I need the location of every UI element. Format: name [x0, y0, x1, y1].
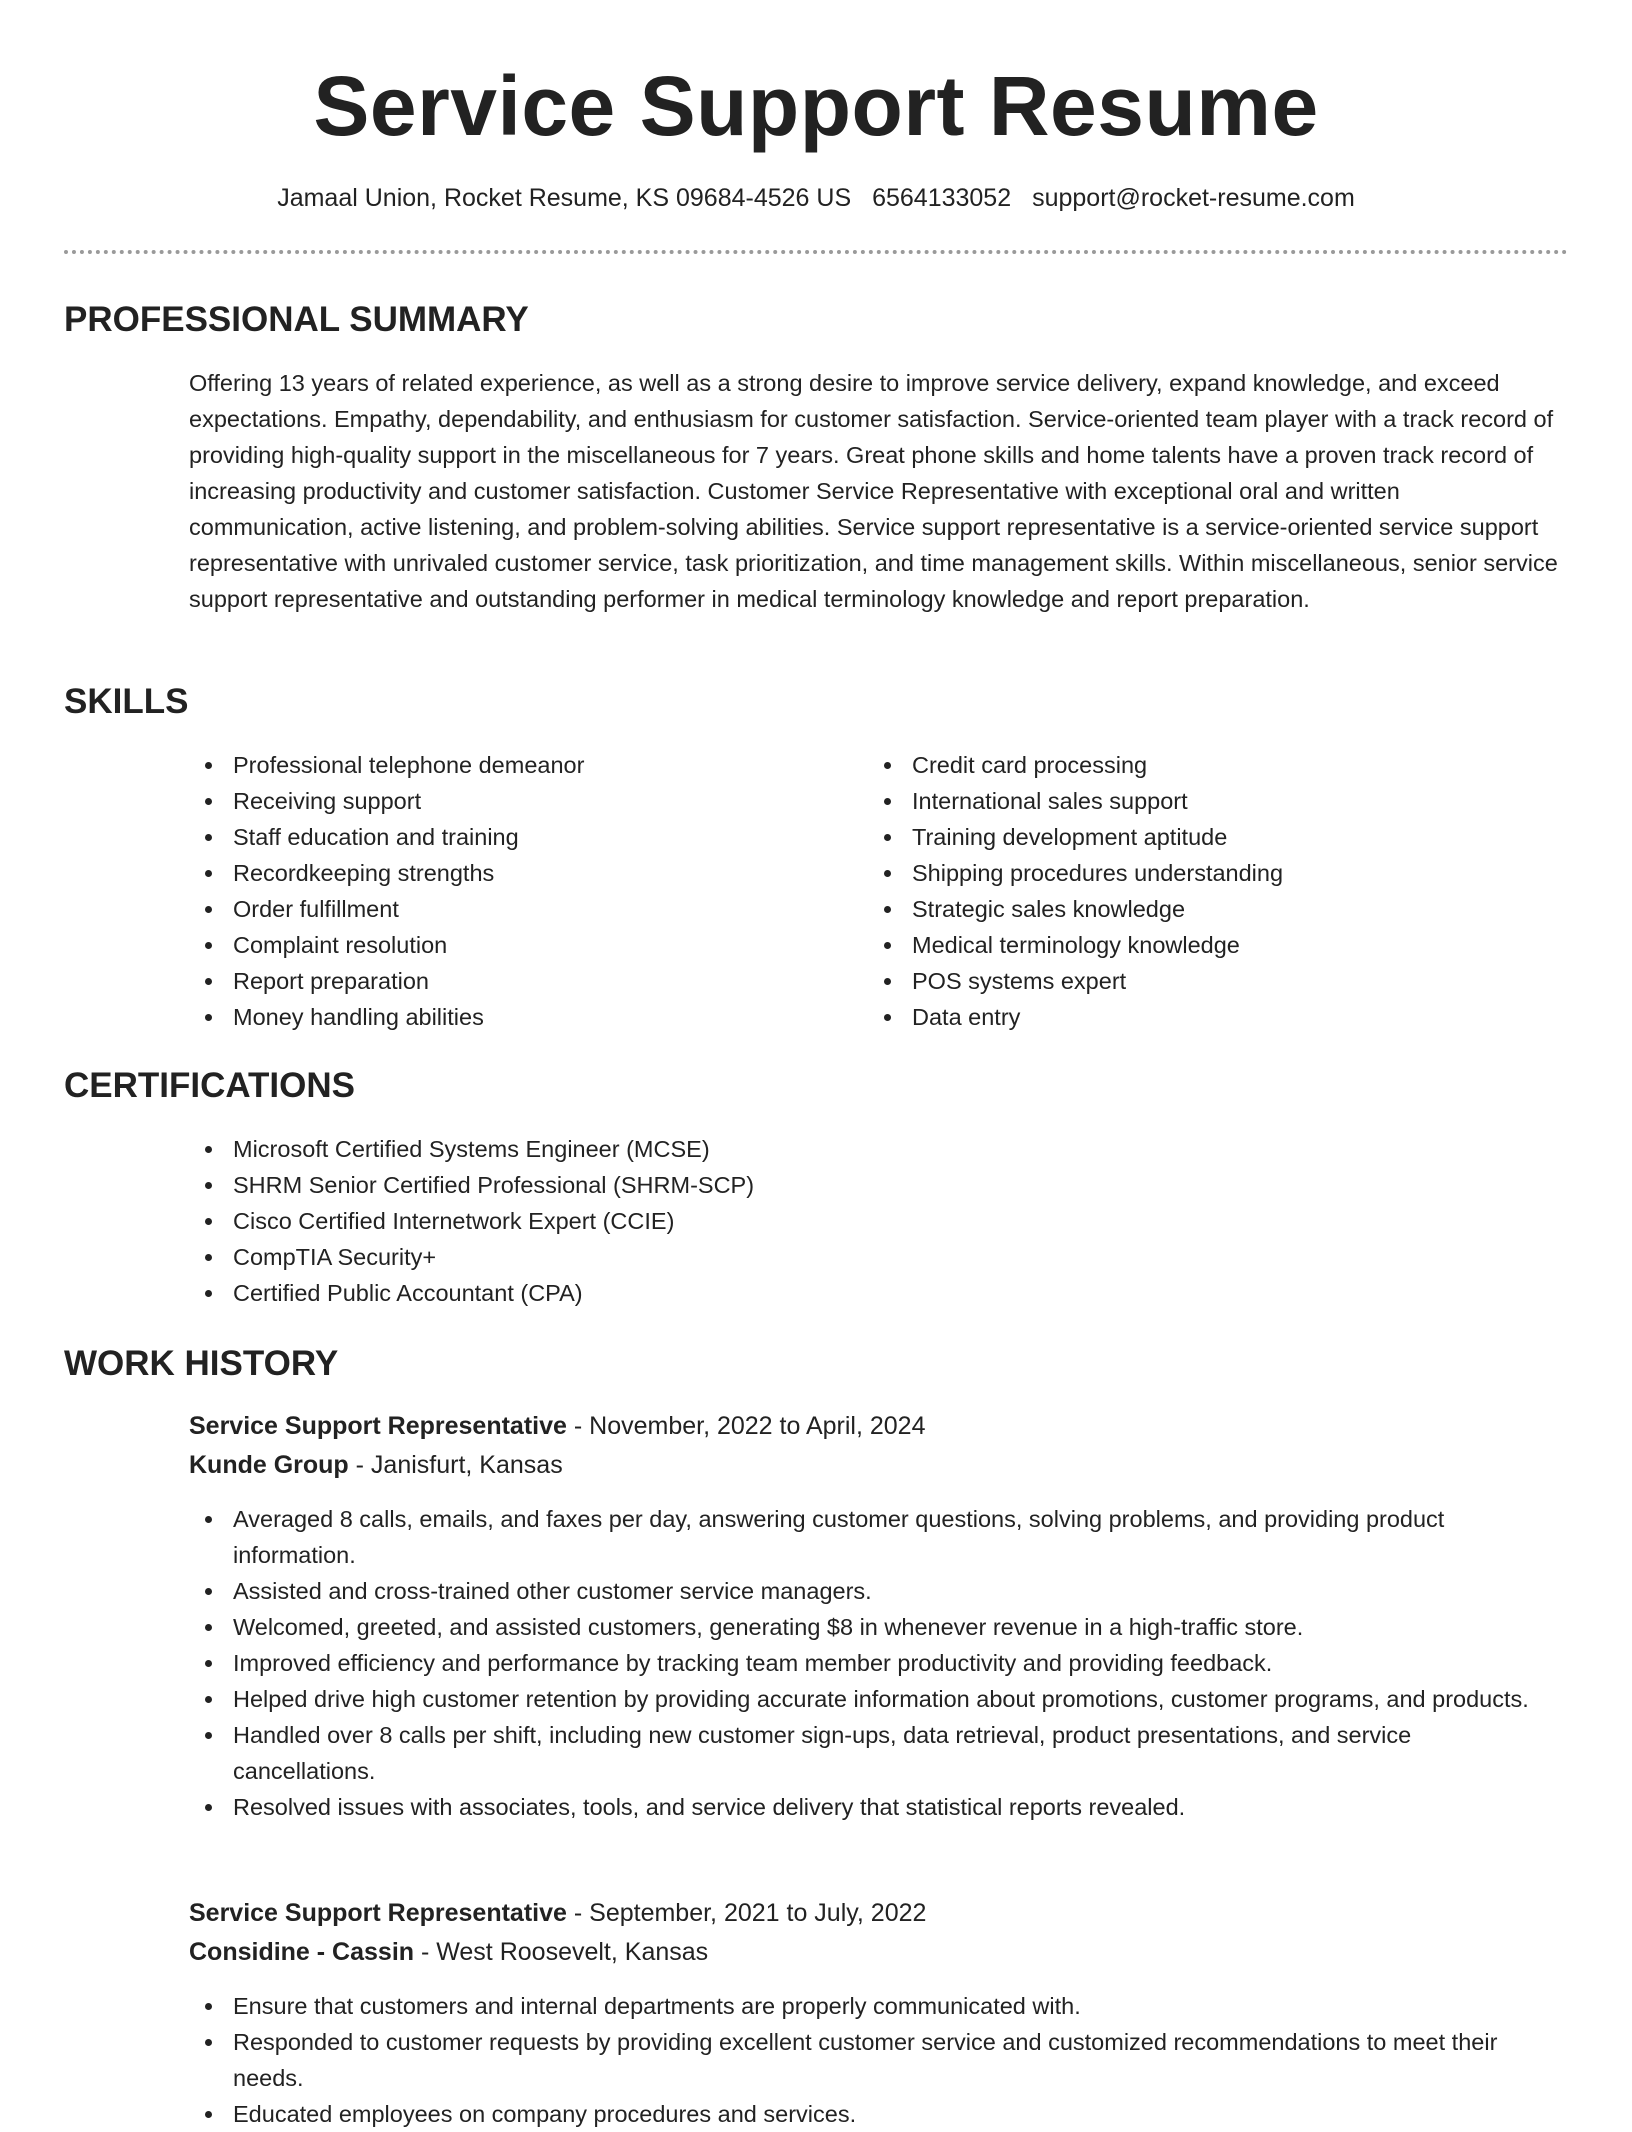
skill-item: POS systems expert [868, 963, 1558, 999]
skill-item: Shipping procedures understanding [868, 855, 1558, 891]
job-bullet: Welcomed, greeted, and assisted customers, generating $8 in whenever revenue in a high-traffic store. [189, 1609, 1559, 1645]
job-title: Service Support Representative [189, 1899, 567, 1927]
skill-item: Credit card processing [868, 747, 1558, 783]
skill-item: Report preparation [189, 963, 829, 999]
resume-title: Service Support Resume [313, 59, 1319, 153]
contact-line [0, 180, 1632, 216]
skill-item: Data entry [868, 999, 1558, 1035]
section-title-work-history: WORK HISTORY [64, 1344, 339, 1383]
section-title-skills: SKILLS [64, 682, 189, 721]
skill-item: Money handling abilities [189, 999, 829, 1035]
contact-phone: 6564133052 [872, 184, 1012, 212]
job-bullet: Educated employees on company procedures and services. [189, 2096, 1559, 2132]
contact-email[interactable]: support@rocket-resume.com [1032, 184, 1355, 212]
skill-item: Receiving support [189, 783, 829, 819]
job-title: Service Support Representative [189, 1412, 567, 1440]
section-title-summary: PROFESSIONAL SUMMARY [64, 300, 529, 339]
certification-item: Cisco Certified Internetwork Expert (CCIE) [189, 1203, 1559, 1239]
job-bullet: Assisted and cross-trained other customer service managers. [189, 1573, 1559, 1609]
job-bullet: Handled over 8 calls per shift, including new customer sign-ups, data retrieval, product presentations, and service cancellations. [189, 1717, 1559, 1789]
job-dates: - November, 2022 to April, 2024 [566, 1412, 926, 1440]
skill-item: International sales support [868, 783, 1558, 819]
skill-item: Strategic sales knowledge [868, 891, 1558, 927]
job-title-line [189, 1407, 925, 1445]
job-bullet: Resolved issues with associates, tools, and service delivery that statistical reports revealed. [189, 1789, 1559, 1825]
certification-item: Certified Public Accountant (CPA) [189, 1275, 1559, 1311]
summary-text: Offering 13 years of related experience, as well as a strong desire to improve service delivery, expand knowledge, and exceed expectations. Empathy, dependability, and enthusiasm for customer satisfaction. Service-oriented team player with a track record of providing high-quality support in the miscellaneous for 7 years. Great phone skills and home talents have a proven track record of increasing productivity and customer satisfaction. Customer Service Representative with exceptional oral and written communication, active listening, and problem-solving abilities. Service support representative is a service-oriented service support representative with unrivaled customer service, task prioritization, and time management skills. Within miscellaneous, senior service support representative and outstanding performer in medical terminology knowledge and report preparation. [189, 370, 1558, 612]
job-company: Considine - Cassin [189, 1938, 415, 1966]
skill-item: Order fulfillment [189, 891, 829, 927]
job-bullets [189, 1501, 1559, 1825]
skill-item: Training development aptitude [868, 819, 1558, 855]
job-company-line [189, 1446, 563, 1484]
skills-list-left [189, 747, 829, 1035]
header-divider [64, 250, 1568, 254]
job-location: - Janisfurt, Kansas [348, 1451, 563, 1479]
job-bullets [189, 1988, 1559, 2132]
job-location: - West Roosevelt, Kansas [414, 1938, 709, 1966]
job-bullet: Helped drive high customer retention by providing accurate information about promotions, customer programs, and products. [189, 1681, 1559, 1717]
job-dates: - September, 2021 to July, 2022 [566, 1899, 927, 1927]
skill-item: Complaint resolution [189, 927, 829, 963]
certification-item: SHRM Senior Certified Professional (SHRM-SCP) [189, 1167, 1559, 1203]
job-company-line [189, 1933, 708, 1971]
skills-list-right [868, 747, 1558, 1035]
certifications-list [189, 1131, 1559, 1311]
job-bullet: Responded to customer requests by providing excellent customer service and customized recommendations to meet their needs. [189, 2024, 1559, 2096]
job-bullet: Averaged 8 calls, emails, and faxes per day, answering customer questions, solving problems, and providing product information. [189, 1501, 1559, 1573]
skill-item: Recordkeeping strengths [189, 855, 829, 891]
section-title-certifications: CERTIFICATIONS [64, 1066, 356, 1105]
job-bullet: Improved efficiency and performance by tracking team member productivity and providing feedback. [189, 1645, 1559, 1681]
job-bullet: Ensure that customers and internal departments are properly communicated with. [189, 1988, 1559, 2024]
skill-item: Professional telephone demeanor [189, 747, 829, 783]
contact-address: Jamaal Union, Rocket Resume, KS 09684-4526 US [277, 184, 852, 212]
certification-item: Microsoft Certified Systems Engineer (MCSE) [189, 1131, 1559, 1167]
certification-item: CompTIA Security+ [189, 1239, 1559, 1275]
job-title-line [189, 1894, 926, 1932]
job-company: Kunde Group [189, 1451, 349, 1479]
skill-item: Staff education and training [189, 819, 829, 855]
skill-item: Medical terminology knowledge [868, 927, 1558, 963]
